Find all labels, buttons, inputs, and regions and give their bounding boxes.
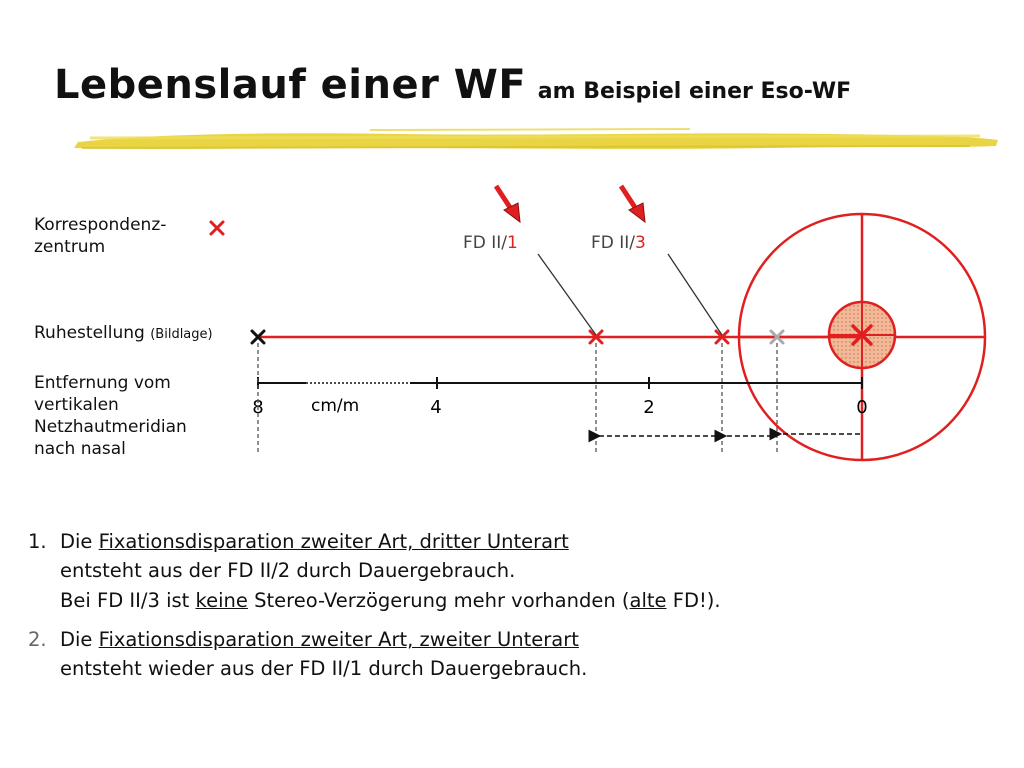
scale-tick-8: 8	[252, 397, 264, 418]
list-item-2-line1: Die Fixationsdisparation zweiter Art, zweiter Unterart	[60, 628, 579, 651]
scale-tick-4: 4	[430, 397, 442, 418]
distance-scale-axis	[258, 377, 862, 389]
scale-unit: cm/m	[311, 396, 360, 416]
scale-tick-0: 0	[856, 397, 868, 418]
title-subtitle: am Beispiel einer Eso-WF	[537, 79, 852, 104]
list-item-1-line2: entsteht aus der FD II/2 durch Dauergebrauch.	[60, 559, 516, 582]
list-item-2	[28, 624, 988, 682]
entfernung-line4: nach nasal	[34, 439, 126, 459]
fd3-label: FD II/3	[591, 233, 646, 253]
fd1-label: FD II/1	[463, 233, 518, 253]
fd3-pointer-arrow-icon	[621, 186, 645, 222]
bildlage-text: (Bildlage)	[150, 327, 213, 342]
shift-arrows	[598, 434, 860, 436]
korrespondenz-line2: zentrum	[34, 237, 106, 257]
list-item-2-number: 2.	[28, 628, 47, 651]
scale-tick-2: 2	[643, 397, 655, 418]
list-item-1-line1: Die Fixationsdisparation zweiter Art, dritter Unterart	[60, 530, 569, 553]
fd1-pointer-arrow-icon	[496, 186, 520, 222]
list-item-1	[28, 526, 988, 618]
entfernung-line3: Netzhautmeridian	[34, 417, 187, 437]
entfernung-line2: vertikalen	[34, 395, 119, 415]
korrespondenz-marker-icon	[211, 222, 223, 234]
list-item-1-number: 1.	[28, 530, 47, 553]
ruhestellung-text: Ruhestellung	[34, 323, 145, 343]
title-main: Lebenslauf einer WF	[54, 62, 527, 108]
entfernung-line1: Entfernung vom	[34, 373, 171, 393]
list-item-1-line3: Bei FD II/3 ist keine Stereo-Verzögerung mehr vorhanden (alte FD!).	[60, 589, 721, 612]
korrespondenz-line1: Korrespondenz-	[34, 215, 167, 235]
list-item-2-line2: entsteht wieder aus der FD II/1 durch Dauergebrauch.	[60, 657, 588, 680]
explanation-list	[28, 526, 988, 682]
